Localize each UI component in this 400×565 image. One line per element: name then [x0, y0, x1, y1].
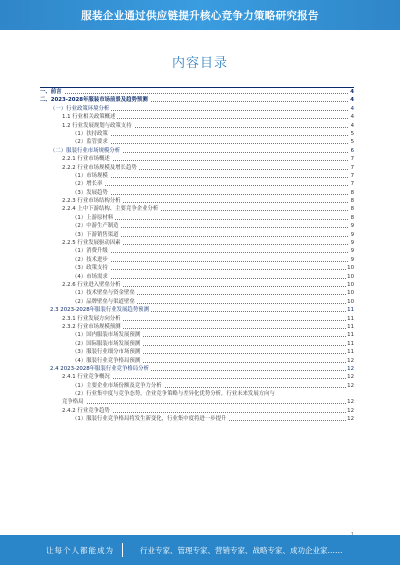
toc-entry-title: （2）技术进步 — [72, 256, 108, 263]
header-banner — [0, 0, 400, 30]
toc-entry-page: 7 — [350, 164, 354, 171]
toc-entry[interactable] — [40, 130, 354, 138]
footer-slogan: 让每个人都能成为 — [46, 546, 114, 555]
toc-entry-title: 2.4.2 行业竞争趋势 — [62, 407, 110, 414]
toc-entry[interactable] — [40, 197, 354, 205]
toc-entry-page: 9 — [350, 231, 354, 238]
toc-entry-page: 4 — [350, 105, 354, 112]
toc-entry-title: 2.2.3 行业市场结构分析 — [62, 198, 121, 205]
toc-entry-page: 4 — [350, 89, 354, 95]
toc-entry[interactable] — [40, 298, 354, 306]
toc-entry[interactable] — [40, 340, 354, 348]
toc-entry-page: 7 — [350, 181, 354, 188]
toc-entry[interactable] — [40, 382, 354, 390]
toc-entry[interactable] — [40, 88, 354, 96]
toc-entry-title: 2.3.1 行业发展方向分析 — [62, 315, 121, 322]
toc-entry-title: 1.2 行业发展规划与政策支持 — [62, 122, 132, 129]
toc-entry-title: （2）中游生产制造 — [72, 223, 119, 230]
toc-entry-title: （1）国内服装市场发展预测 — [72, 332, 141, 339]
toc-entry-title: （1）消费升级 — [72, 248, 108, 255]
toc-leader-dots — [40, 93, 348, 94]
toc-entry-page: 11 — [347, 340, 354, 347]
toc-entry-title: 2.2.2 行业市场规模及增长趋势 — [62, 164, 137, 171]
toc-entry[interactable] — [40, 323, 354, 331]
toc-entry[interactable] — [40, 122, 354, 130]
toc-entry[interactable] — [40, 256, 354, 264]
toc-entry[interactable] — [40, 239, 354, 247]
toc-entry-title: （2）品牌壁垒与渠道壁垒 — [72, 298, 135, 305]
toc-leader-dots — [72, 261, 348, 262]
toc-entry-page: 10 — [347, 265, 354, 272]
toc-entry-title: （1）市场规模 — [72, 172, 108, 179]
toc-entry-page: 7 — [350, 172, 354, 179]
toc-entry-title: 2.3.2 行业市场规模预测 — [62, 323, 121, 330]
toc-entry-page: 12 — [347, 357, 354, 364]
toc-entry-title: （3）发展趋势 — [72, 189, 108, 196]
toc-entry[interactable] — [40, 105, 354, 113]
toc-entry[interactable] — [40, 390, 354, 398]
toc-entry[interactable] — [40, 407, 354, 415]
toc-entry[interactable] — [40, 281, 354, 289]
toc-entry[interactable] — [40, 205, 354, 213]
toc-entry-title: 2.4 2023-2028年服装行业竞争格局分析 — [50, 365, 149, 372]
toc-entry[interactable] — [40, 373, 354, 381]
toc-entry-title: （1）上游原材料 — [72, 214, 114, 221]
toc-entry-page: 12 — [347, 416, 354, 423]
toc-entry-page: 12 — [347, 365, 354, 372]
toc-entry[interactable] — [40, 247, 354, 255]
toc-entry-page: 5 — [350, 130, 354, 137]
toc-entry[interactable] — [40, 155, 354, 163]
toc-entry-title: 2.2.6 行业进入壁垒分析 — [62, 281, 121, 288]
toc-entry-page: 10 — [347, 281, 354, 288]
table-of-contents — [40, 88, 354, 424]
toc-entry-title: （2）监管要求 — [72, 139, 108, 146]
toc-entry[interactable] — [40, 398, 354, 406]
report-title: 服装企业通过供应链提升核心竞争力策略研究报告 — [81, 10, 319, 22]
toc-entry-title: 竞争格局 — [62, 399, 84, 406]
toc-entry-page: 11 — [347, 349, 354, 356]
toc-leader-dots — [72, 177, 348, 178]
toc-entry-page: 9 — [350, 256, 354, 263]
toc-entry-page: 11 — [347, 323, 354, 330]
toc-entry-title: （3）政策支持 — [72, 265, 108, 272]
toc-entry-title: （二）服装行业市场规模分析 — [50, 147, 121, 154]
toc-entry-page: 12 — [347, 407, 354, 414]
toc-entry-page: 8 — [350, 198, 354, 205]
toc-entry-page: 10 — [347, 298, 354, 305]
toc-entry-page: 9 — [350, 240, 354, 247]
toc-entry[interactable] — [40, 264, 354, 272]
toc-entry-title: （一）行业政策环境分析 — [50, 105, 110, 112]
toc-leader-dots — [72, 194, 348, 195]
toc-entry-title: （2）国际服装市场发展预测 — [72, 340, 141, 347]
toc-entry-page: 10 — [347, 273, 354, 280]
toc-entry[interactable] — [40, 189, 354, 197]
toc-entry[interactable] — [40, 214, 354, 222]
toc-entry-page: 11 — [347, 332, 354, 339]
toc-entry-page: 11 — [347, 307, 354, 314]
toc-entry-title: 1.1 行业相关政策概述 — [62, 114, 116, 121]
toc-leader-dots — [62, 403, 348, 404]
toc-entry-page: 6 — [350, 147, 354, 154]
toc-leader-dots — [72, 278, 348, 279]
toc-entry[interactable] — [40, 147, 354, 155]
toc-entry[interactable] — [40, 415, 354, 423]
toc-entry-title: （1）扶持政策 — [72, 130, 108, 137]
toc-entry-page: 5 — [350, 139, 354, 146]
toc-entry-title: 2.3 2023-2028年服装行业发展趋势预测 — [50, 307, 149, 314]
toc-entry[interactable] — [40, 306, 354, 314]
toc-entry-title: （1）主要企业市场份额及竞争力分析 — [72, 382, 162, 389]
toc-entry-title: （4）服装行业竞争格局预测 — [72, 357, 141, 364]
toc-entry[interactable] — [40, 180, 354, 188]
toc-leader-dots — [72, 135, 348, 136]
toc-entry-page: 12 — [347, 382, 354, 389]
toc-entry-page: 11 — [347, 315, 354, 322]
toc-entry-title: （3）下游销售渠道 — [72, 231, 119, 238]
toc-entry[interactable] — [40, 113, 354, 121]
toc-entry-title: （4）市场需求 — [72, 273, 108, 280]
toc-entry-page: 7 — [350, 156, 354, 163]
toc-entry-title: 2.2.1 行业市场概述 — [62, 156, 110, 163]
toc-entry-title: 二、2023-2028年服装市场前景及趋势预测 — [40, 97, 148, 104]
toc-entry-title: 2.2.4 上中下游结构、主要竞争企业分析 — [62, 206, 159, 213]
toc-leader-dots — [72, 252, 348, 253]
toc-entry[interactable] — [40, 365, 354, 373]
toc-entry[interactable] — [40, 231, 354, 239]
toc-entry[interactable] — [40, 357, 354, 365]
toc-entry-page: 4 — [350, 97, 354, 104]
footer-banner — [0, 535, 400, 565]
toc-entry-page: 9 — [350, 248, 354, 255]
toc-heading: 内容目录 — [171, 56, 228, 71]
toc-entry-title: （2）行业集中度与竞争态势，企业竞争策略与差异化优势分析，行业未来发展方向与 — [72, 391, 275, 398]
toc-leader-dots — [72, 269, 348, 270]
footer-experts: 行业专家、管理专家、营销专家、战略专家、成功企业家…… — [140, 546, 343, 555]
toc-entry[interactable] — [40, 331, 354, 339]
toc-entry-title: （2）增长率 — [72, 181, 103, 188]
toc-entry-page: 8 — [350, 206, 354, 213]
toc-entry-title: 2.4.1 行业竞争概况 — [62, 374, 110, 381]
toc-entry-title: （3）服装行业细分市场预测 — [72, 349, 141, 356]
toc-entry[interactable] — [40, 222, 354, 230]
toc-entry-page: 4 — [350, 114, 354, 121]
toc-entry-page: 12 — [347, 374, 354, 381]
toc-entry[interactable] — [40, 315, 354, 323]
toc-entry[interactable] — [40, 138, 354, 146]
toc-leader-dots — [72, 143, 348, 144]
toc-entry-title: （1）技术壁垒与资金壁垒 — [72, 290, 135, 297]
footer-divider — [122, 543, 123, 557]
toc-entry-title: 一、前言 — [40, 89, 62, 95]
toc-entry[interactable] — [40, 96, 354, 104]
toc-entry-page: 4 — [350, 122, 354, 129]
toc-entry[interactable] — [40, 172, 354, 180]
toc-entry-page: 12 — [347, 399, 354, 406]
toc-entry[interactable] — [40, 164, 354, 172]
toc-entry[interactable] — [40, 289, 354, 297]
toc-leader-dots — [72, 185, 348, 186]
toc-entry-page: 10 — [347, 290, 354, 297]
toc-entry[interactable] — [40, 348, 354, 356]
toc-entry[interactable] — [40, 273, 354, 281]
toc-entry-title: 2.2.5 行业发展驱动因素 — [62, 240, 121, 247]
toc-entry-title: （1）服装行业竞争格局将发生新变化，行业集中度将进一步提升 — [72, 416, 227, 423]
toc-entry-page: 8 — [350, 189, 354, 196]
toc-entry-page: 9 — [350, 223, 354, 230]
toc-entry-page: 8 — [350, 214, 354, 221]
